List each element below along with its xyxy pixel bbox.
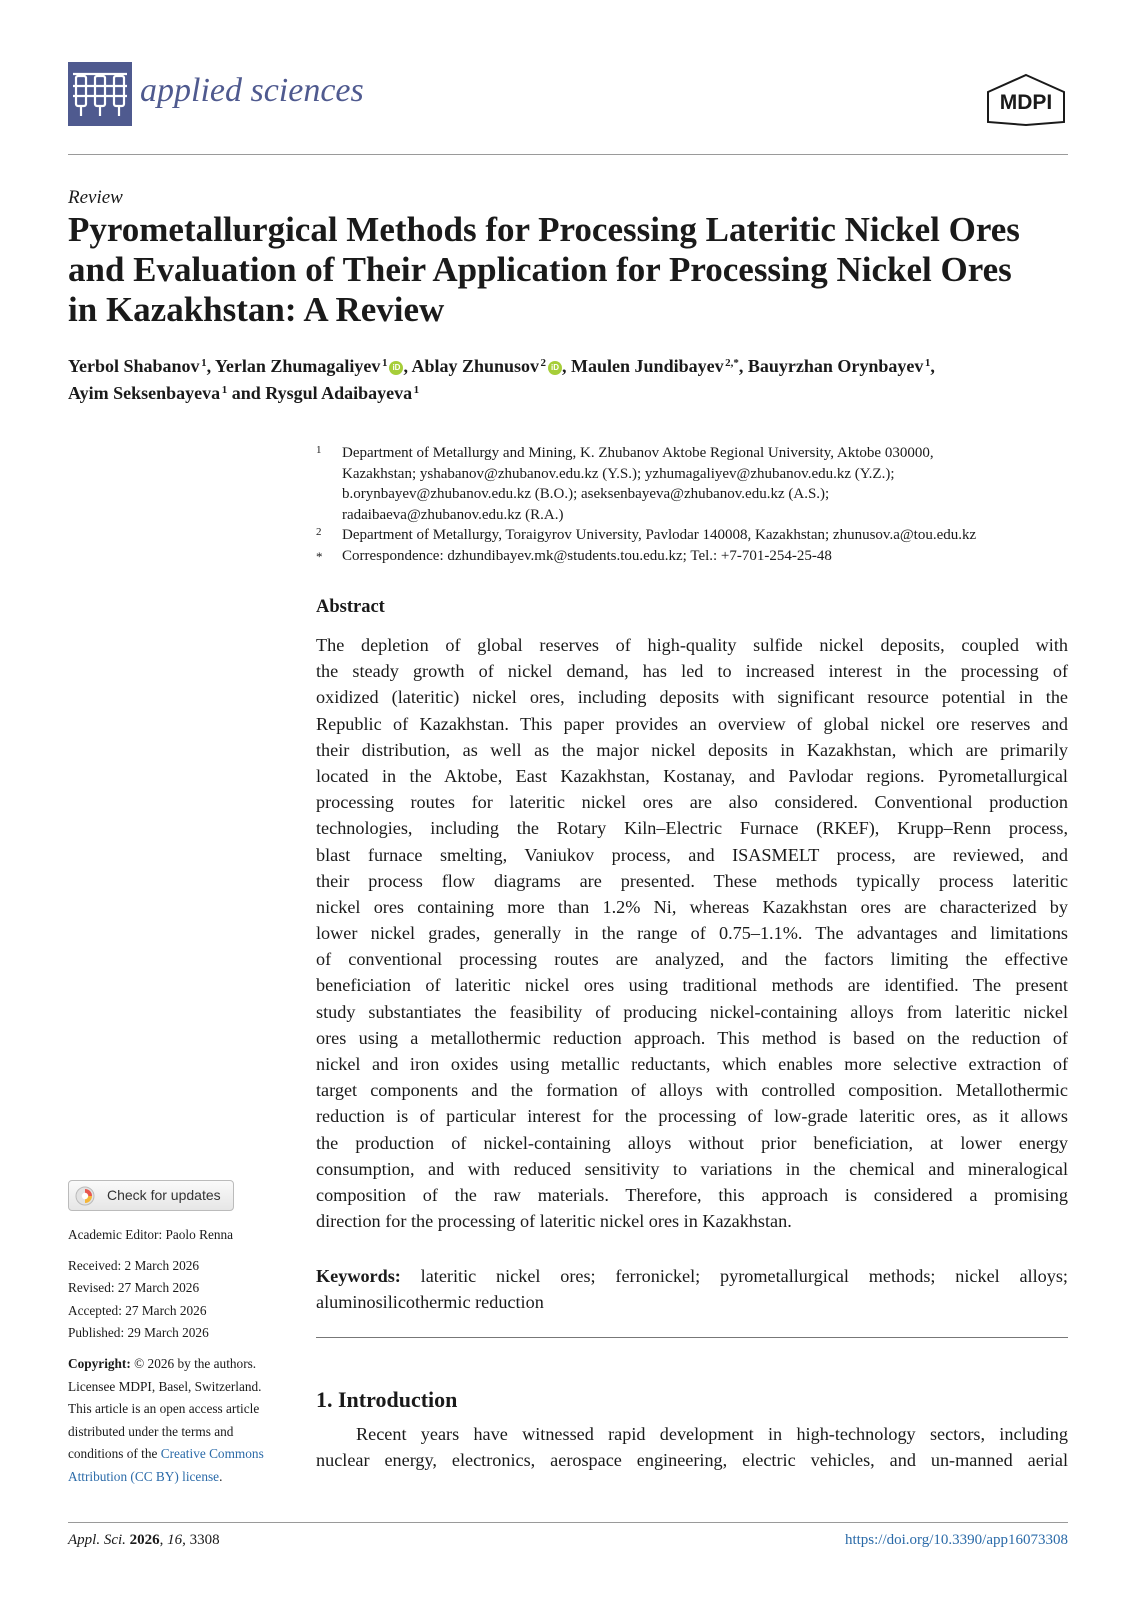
author-name: Yerbol Shabanov [68, 356, 200, 376]
title-line: and Evaluation of Their Application for Processing Nickel Ores [68, 250, 1012, 289]
title-line: Pyrometallurgical Methods for Processing Lateritic Nickel Ores [68, 210, 1020, 249]
copyright-label: Copyright: [68, 1355, 131, 1371]
abstract-line: reduction is of particular interest for the processing of low-grade lateritic ores, as it allows [316, 1106, 1068, 1127]
abstract-line: blast furnace smelting, Vaniukov process, and ISASMELT process, are reviewed, and [316, 844, 1068, 865]
abstract-heading: Abstract [316, 597, 385, 617]
publisher-name: MDPI [999, 91, 1053, 114]
journal-logo-icon [68, 62, 132, 126]
abstract-line: Republic of Kazakhstan. This paper provides an overview of global nickel ore reserves and [316, 713, 1068, 734]
revised-date: Revised: 27 March 2026 [68, 1280, 200, 1296]
affiliations [316, 443, 1076, 566]
license-link[interactable]: Creative Commons [160, 1446, 264, 1462]
header-divider [68, 154, 1068, 155]
academic-editor: Academic Editor: Paolo Renna [68, 1227, 234, 1242]
author-separator: , [562, 356, 572, 376]
abstract-line: direction for the processing of lateritic nickel ores in Kazakhstan. [316, 1211, 792, 1232]
author-affiliation-mark: 1 [924, 357, 931, 369]
footer-divider [68, 1522, 1068, 1523]
abstract-line: the production of nickel-containing alloys without prior beneficiation, at lower energy [316, 1132, 1068, 1153]
abstract-line: oxidized (lateritic) nickel ores, including deposits with significant resource potential in the [316, 687, 1068, 708]
article-type: Review [68, 187, 123, 208]
journal-abbreviation: Appl. Sci. [68, 1532, 126, 1548]
abstract-line: the steady growth of nickel demand, has led to increased interest in the processing of [316, 661, 1068, 682]
publisher-logo [984, 72, 1068, 128]
author-name: Yerlan Zhumagaliyev [214, 356, 381, 376]
keywords-line [316, 1263, 1068, 1289]
footer-citation: Appl. Sci. 2026, 16, 3308 [68, 1532, 220, 1548]
copyright-text: distributed under the terms and [68, 1423, 234, 1439]
abstract-line: The depletion of global reserves of high-quality sulfide nickel deposits, coupled with [316, 635, 1068, 655]
abstract-line: nickel ores containing more than 1.2% Ni, whereas Kazakhstan ores are characterized by [316, 896, 1068, 917]
affiliation-text: Kazakhstan; yshabanov@zhubanov.edu.kz (Y.S.); yzhumagaliyev@zhubanov.edu.kz (Y.Z.); [342, 465, 895, 482]
abstract-line: their process flow diagrams are presented. These methods typically process lateritic [316, 870, 1068, 891]
introduction-line: nuclear energy, electronics, aerospace engineering, electric vehicles, and un-manned aerial [316, 1450, 1068, 1471]
affiliation-item [316, 443, 1076, 525]
affiliation-text: b.orynbayev@zhubanov.edu.kz (B.O.); aseksenbayeva@zhubanov.edu.kz (A.S.); [342, 486, 830, 502]
keywords-label: Keywords: [316, 1266, 401, 1286]
author-name: Rysgul Adaibayeva [265, 383, 413, 403]
introduction-body [316, 1421, 1068, 1473]
keywords-divider [316, 1337, 1068, 1338]
published-date: Published: 29 March 2026 [68, 1325, 209, 1341]
abstract-line: study substantiates the feasibility of producing nickel-containing alloys from lateritic nickel [316, 1001, 1068, 1022]
author-affiliation-mark: 1 [413, 384, 420, 396]
citation-year: 2026 [129, 1532, 160, 1548]
author-separator: , [403, 356, 412, 376]
citation-volume: 16 [167, 1532, 183, 1548]
affiliation-mark: 2 [316, 526, 322, 538]
author-separator: , [930, 356, 935, 376]
license-end: . [219, 1468, 223, 1484]
section-heading: 1. Introduction [316, 1387, 458, 1412]
author-line [68, 380, 1078, 407]
abstract-line: technologies, including the Rotary Kiln–Electric Furnace (RKEF), Krupp–Renn process, [316, 818, 1068, 839]
keywords [316, 1263, 1068, 1315]
abstract-line: of conventional processing routes are analyzed, and the factors limiting the effective [316, 949, 1068, 970]
abstract-line: their distribution, as well as the major nickel deposits in Kazakhstan, which are primarily [316, 739, 1068, 760]
orcid-icon[interactable]: iD [389, 361, 403, 375]
journal-name: applied sciences [140, 72, 364, 109]
copyright-text [68, 1466, 298, 1489]
author-list [68, 353, 1078, 407]
author-separator: and [227, 383, 266, 403]
introduction-line: Recent years have witnessed rapid development in high-technology sectors, including [356, 1424, 1068, 1444]
correspondence-text: Correspondence: dzhundibayev.mk@students.tou.edu.kz; Tel.: +7-701-254-25-48 [342, 547, 832, 564]
author-affiliation-mark: 1 [201, 357, 207, 369]
conditions-text: conditions of the [68, 1446, 158, 1462]
correspondence-mark: * [316, 548, 323, 564]
accepted-date: Accepted: 27 March 2026 [68, 1302, 207, 1318]
check-for-updates-button[interactable] [68, 1180, 234, 1211]
license-link[interactable]: Attribution (CC BY) license [68, 1468, 220, 1484]
correspondence-item [316, 546, 1076, 567]
author-name: Ayim Seksenbayeva [68, 383, 221, 403]
abstract-line: consumption, and with reduced sensitivity to variations in the chemical and mineralogical [316, 1158, 1068, 1179]
affiliation-text: Department of Metallurgy, Toraigyrov University, Pavlodar 140008, Kazakhstan; zhunusov.a@tou.edu.kz [342, 527, 977, 543]
orcid-icon[interactable]: iD [548, 361, 562, 375]
author-affiliation-mark: 2 [540, 357, 547, 369]
copyright-text [68, 1443, 298, 1466]
author-separator: , [206, 356, 215, 376]
abstract-line: located in the Aktobe, East Kazakhstan, Kostanay, and Pavlodar regions. Pyrometallurgical [316, 765, 1068, 786]
author-affiliation-mark: 1 [221, 384, 228, 396]
received-date: Received: 2 March 2026 [68, 1257, 200, 1273]
check-updates-label: Check for updates [107, 1187, 221, 1203]
affiliation-item [316, 525, 1076, 546]
doi-link[interactable]: https://doi.org/10.3390/app16073308 [844, 1532, 1068, 1548]
author-name: Maulen Jundibayev [571, 356, 724, 376]
abstract-body [316, 632, 1068, 1234]
abstract-line: ores using a metallothermic reduction approach. This method is based on the reduction of [316, 1027, 1068, 1048]
abstract-line: target components and the formation of alloys with controlled composition. Metallothermic [316, 1080, 1068, 1101]
author-name: Ablay Zhunusov [411, 356, 540, 376]
copyright-line [68, 1353, 298, 1376]
affiliation-text: radaibaeva@zhubanov.edu.kz (R.A.) [342, 506, 564, 523]
article-number: 3308 [189, 1532, 220, 1548]
check-updates-icon [75, 1186, 95, 1206]
article-info-sidebar [68, 1224, 298, 1489]
abstract-line: lower nickel grades, generally in the range of 0.75–1.1%. The advantages and limitations [316, 923, 1068, 944]
author-name: Bauyrzhan Orynbayev [747, 356, 924, 376]
abstract-line: composition of the raw materials. Therefore, this approach is considered a promising [316, 1184, 1068, 1205]
author-affiliation-mark: 1 [381, 357, 388, 369]
abstract-line: beneficiation of lateritic nickel ores using traditional methods are identified. The present [316, 975, 1068, 996]
abstract-line: nickel and iron oxides using metallic reductants, which enables more selective extraction of [316, 1054, 1068, 1074]
affiliation-text: Department of Metallurgy and Mining, K. Zhubanov Aktobe Regional University, Aktobe 030000, [342, 445, 934, 461]
author-separator: , [738, 356, 748, 376]
article-title [68, 210, 1078, 330]
title-line: in Kazakhstan: A Review [68, 290, 445, 329]
copyright-text: This article is an open access article [68, 1401, 260, 1417]
keywords-text: lateritic nickel ores; ferronickel; pyrometallurgical methods; nickel alloys; [420, 1266, 1068, 1286]
abstract-line: processing routes for lateritic nickel ores are also considered. Conventional production [316, 792, 1068, 813]
copyright-text: Licensee MDPI, Basel, Switzerland. [68, 1378, 262, 1394]
copyright-text: © 2026 by the authors. [134, 1355, 257, 1371]
author-line [68, 353, 1078, 380]
affiliation-mark: 1 [316, 444, 322, 456]
author-affiliation-mark: 2,* [725, 357, 739, 369]
keywords-line: aluminosilicothermic reduction [316, 1292, 544, 1313]
